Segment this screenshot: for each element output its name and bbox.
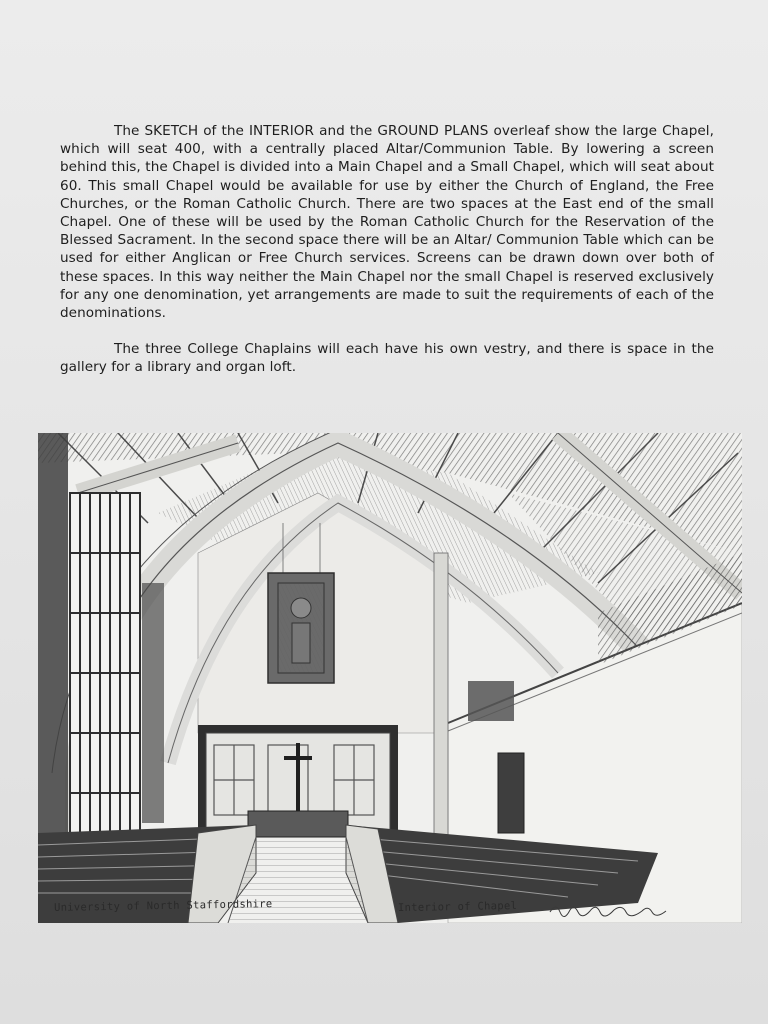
left-windows bbox=[70, 493, 140, 833]
side-door bbox=[498, 753, 524, 833]
caption-interior-of-chapel: Interior of Chapel bbox=[397, 899, 518, 915]
altar bbox=[248, 811, 348, 837]
paragraph-chaplains: The three College Chaplains will each have his own vestry, and there is space in the gallery for a library and organ loft. bbox=[60, 341, 714, 376]
chapel-interior-sketch bbox=[38, 433, 742, 923]
artist-signature bbox=[548, 900, 678, 918]
body-text bbox=[60, 122, 714, 377]
right-column bbox=[434, 553, 448, 853]
left-wall bbox=[38, 433, 68, 833]
caption-university: University of North Staffordshire bbox=[53, 898, 273, 914]
paragraph-chapel-description: The SKETCH of the INTERIOR and the GROUND PLANS overleaf show the large Chapel, which will seat 400, with a centrally placed Altar/Communion Table. By lowering a screen behind this, the Chapel is divided into a Main Chapel and a Small Chapel, which will seat about 60. This small Chapel would be available for use by either the Church of England, the Free Churches, or the Roman Catholic Church. There are two spaces at the East end of the small Chapel. One of these will be used by the Roman Catholic Church for the Reservation of the Blessed Sacrament. In the second space there will be an Altar/ Communion Table which can be used for either Anglican or Free Church services. Screens can be drawn down over both of these spaces. In this way neither the Main Chapel nor the small Chapel is reserved exclusively for any one denomination, yet arrangements are made to suit the requirements of each of the denominations. bbox=[60, 123, 714, 322]
sketch-drawing bbox=[38, 433, 742, 923]
gallery-window bbox=[468, 681, 514, 721]
